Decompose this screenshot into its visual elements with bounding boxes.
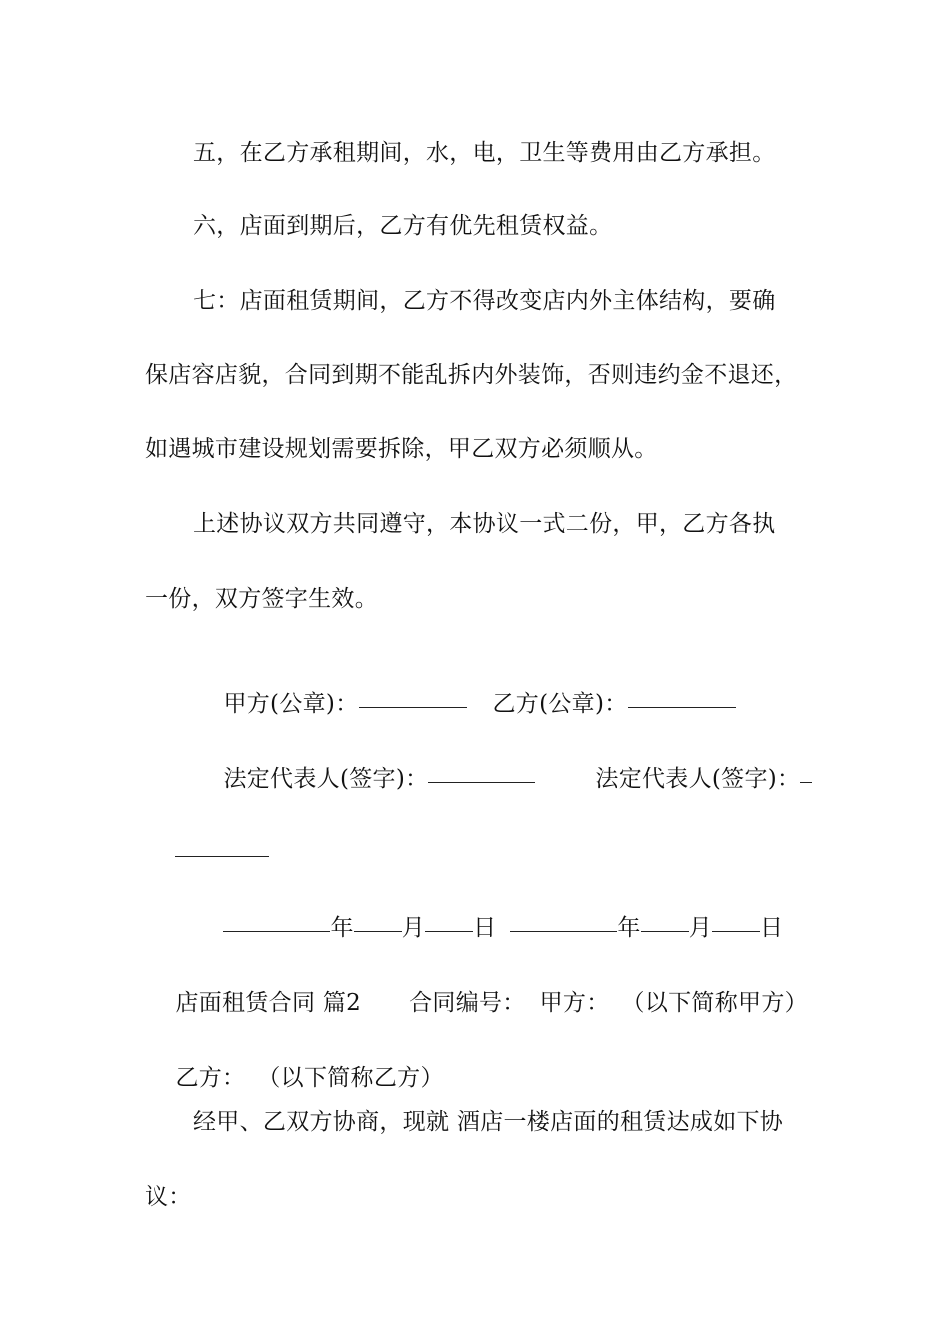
date-a-year-blank bbox=[223, 930, 330, 932]
agreement-line-2: 一份，双方签字生效。 bbox=[145, 586, 378, 612]
rep-b-blank-start bbox=[800, 781, 812, 783]
date-a-month-label: 月 bbox=[401, 915, 426, 941]
party-a-seal-blank bbox=[359, 706, 467, 708]
clause-7-line-3: 如遇城市建设规划需要拆除，甲乙双方必须顺从。 bbox=[145, 436, 658, 462]
date-a-month-blank bbox=[354, 930, 402, 932]
rep-a-blank bbox=[428, 781, 535, 783]
party-b-suffix: （以下简称乙方） bbox=[257, 1065, 444, 1091]
date-b-year-blank bbox=[510, 930, 617, 932]
clause-7-line-2: 保店容店貌，合同到期不能乱拆内外装饰，否则违约金不退还， bbox=[145, 362, 798, 388]
party-b-seal-blank bbox=[628, 706, 736, 708]
date-a-day-label: 日 bbox=[473, 915, 497, 941]
party-a-seal-label: 甲方(公章)： bbox=[223, 691, 359, 717]
rep-a-label: 法定代表人(签字)： bbox=[223, 766, 429, 792]
party-b-label: 乙方： bbox=[175, 1065, 246, 1091]
date-b-month-blank bbox=[641, 930, 689, 932]
contract-2-title: 店面租赁合同 篇2 bbox=[175, 990, 362, 1016]
clause-5: 五，在乙方承租期间，水，电，卫生等费用由乙方承担。 bbox=[193, 140, 776, 166]
rep-b-blank-continued bbox=[175, 855, 269, 857]
clause-7-line-1: 七：店面租赁期间，乙方不得改变店内外主体结构，要确 bbox=[193, 288, 776, 314]
rep-b-label: 法定代表人(签字)： bbox=[595, 766, 801, 792]
agreement-line-1: 上述协议双方共同遵守，本协议一式二份，甲，乙方各执 bbox=[193, 511, 776, 537]
contract-number-label: 合同编号： bbox=[409, 990, 526, 1016]
date-b-year-label: 年 bbox=[617, 915, 641, 941]
clause-6: 六，店面到期后，乙方有优先租赁权益。 bbox=[193, 213, 613, 239]
representative-line bbox=[193, 734, 812, 824]
party-a-label: 甲方： bbox=[539, 990, 610, 1016]
date-a-day-blank bbox=[425, 930, 473, 932]
negotiation-line-2: 议： bbox=[145, 1184, 192, 1210]
negotiation-line-1: 经甲、乙双方协商，现就 酒店一楼店面的租赁达成如下协 bbox=[193, 1109, 784, 1135]
date-b-day-label: 日 bbox=[760, 915, 784, 941]
party-a-suffix: （以下简称甲方） bbox=[621, 990, 808, 1016]
date-b-day-blank bbox=[712, 930, 760, 932]
date-b-month-label: 月 bbox=[688, 915, 713, 941]
date-a-year-label: 年 bbox=[330, 915, 354, 941]
party-b-seal-label: 乙方(公章)： bbox=[492, 691, 628, 717]
